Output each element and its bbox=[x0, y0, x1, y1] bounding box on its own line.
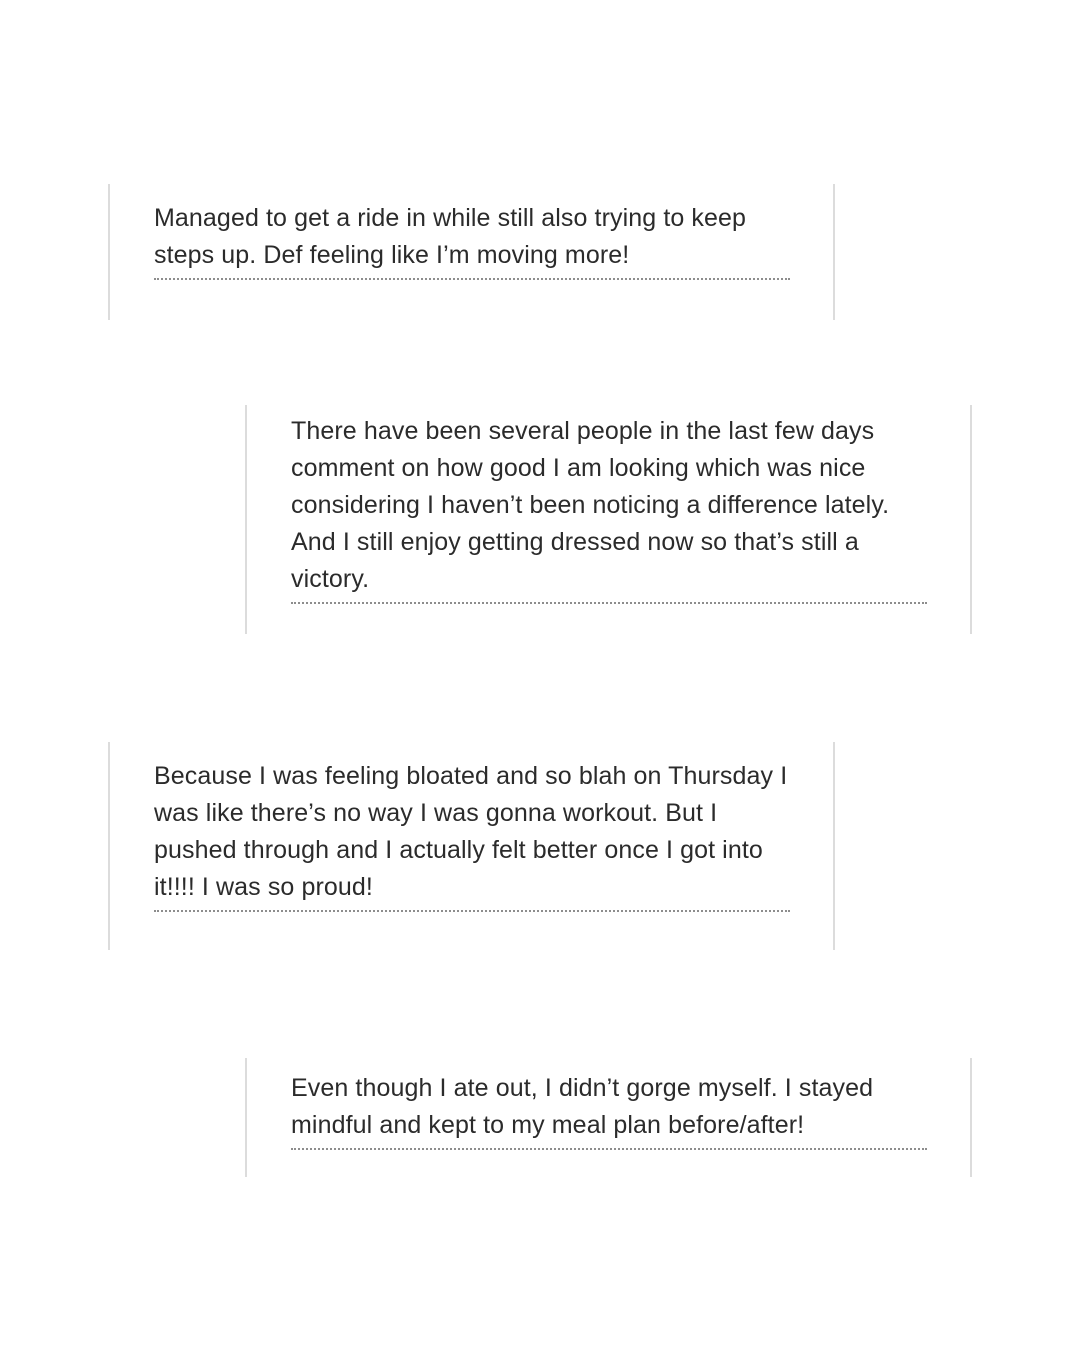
journal-entry-text: There have been several people in the last few days comment on how good I am looking which was nice considering I haven’t been noticing a difference lately. And I still enjoy getting dressed now so that’s still a victory. bbox=[291, 413, 927, 604]
journal-entry-text: Even though I ate out, I didn’t gorge myself. I stayed mindful and kept to my meal plan before/after! bbox=[291, 1070, 927, 1150]
journal-entry-card bbox=[108, 742, 835, 950]
journal-entry-text: Because I was feeling bloated and so blah on Thursday I was like there’s no way I was gonna workout. But I pushed through and I actually felt better once I got into it!!!! I was so proud! bbox=[154, 758, 790, 912]
journal-entry-card bbox=[245, 405, 972, 634]
journal-entry-card bbox=[245, 1058, 972, 1177]
journal-entry-text: Managed to get a ride in while still also trying to keep steps up. Def feeling like I’m moving more! bbox=[154, 200, 790, 280]
journal-entry-card bbox=[108, 184, 835, 320]
